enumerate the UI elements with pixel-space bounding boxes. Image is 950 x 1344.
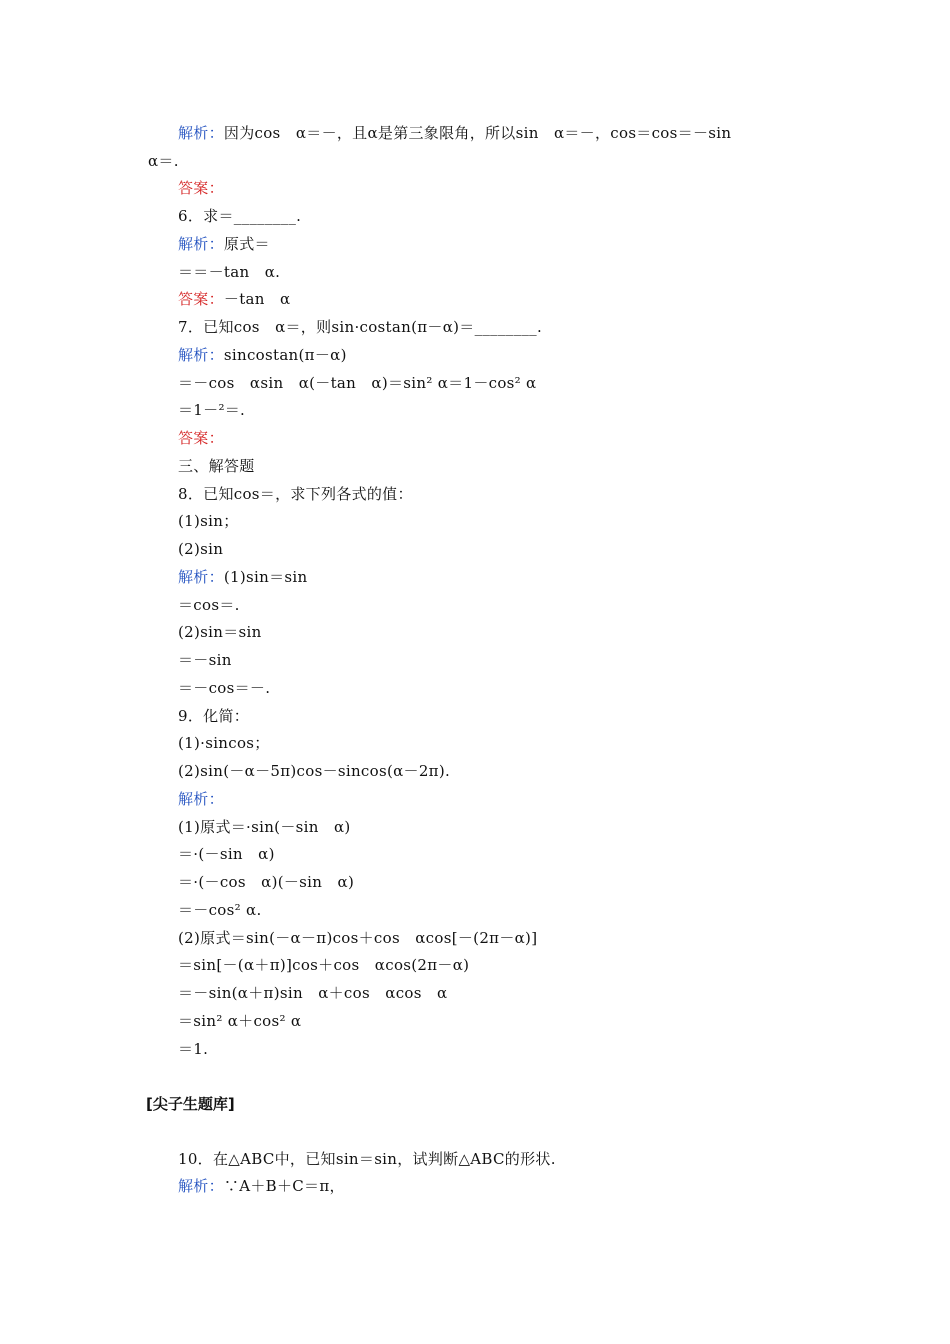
line-text: 9．化简：: [178, 707, 250, 725]
text-line: [178, 484, 413, 504]
text-line: [178, 289, 290, 309]
text-line: [178, 206, 301, 226]
line-text: ＝－cos αsin α(－tan α)＝sin² α＝1－cos² α: [178, 374, 537, 392]
line-text: ＝sin² α＋cos² α: [178, 1012, 302, 1030]
text-line: [178, 178, 224, 198]
answer-label: 答案：: [178, 429, 224, 447]
line-text: 10．在△ABC中，已知sin＝sin，试判断△ABC的形状.: [178, 1150, 556, 1168]
text-line: [178, 400, 245, 420]
text-line: [178, 1176, 345, 1196]
line-text: ＝－sin(α＋π)sin α＋cos αcos α: [178, 984, 448, 1002]
line-text: 因为cos α＝－，且α是第三象限角，所以sin α＝－，cos＝cos＝－sin: [223, 124, 732, 142]
line-text: α＝.: [148, 152, 179, 170]
text-line: [178, 761, 450, 781]
text-line: [178, 373, 536, 393]
line-text: ＝cos＝.: [178, 596, 240, 614]
text-line: [178, 234, 270, 254]
text-line: [178, 456, 255, 476]
analysis-label: 解析：: [178, 790, 224, 808]
analysis-label: 解析：: [178, 568, 224, 586]
line-text: (2)sin(－α－5π)cos－sincos(α－2π).: [178, 762, 451, 780]
text-line: [178, 928, 537, 948]
analysis-label: 解析：: [178, 1177, 224, 1195]
line-text: ＝1－²＝.: [178, 401, 246, 419]
text-line: [178, 650, 232, 670]
line-text: ＝1.: [178, 1040, 209, 1058]
text-line: [178, 539, 223, 559]
line-text: ＝·(－cos α)(－sin α): [178, 873, 355, 891]
line-text: (2)sin＝sin: [178, 623, 262, 641]
text-line: [178, 317, 542, 337]
text-line: [178, 622, 262, 642]
line-text: (1)sin；: [178, 512, 239, 530]
line-text: ∵A＋B＋C＝π，: [223, 1177, 345, 1195]
text-line: [178, 844, 275, 864]
line-text: ＝＝－tan α.: [178, 263, 281, 281]
line-text: (2)原式＝sin(－α－π)cos＋cos αcos[－(2π－α)]: [178, 929, 538, 947]
line-text: (1)原式＝·sin(－sin α): [178, 818, 351, 836]
text-line: [178, 1039, 208, 1059]
line-text: －tan α: [223, 290, 291, 308]
line-text: sincostan(π－α): [223, 346, 347, 364]
text-line: [178, 345, 347, 365]
line-text: 8．已知cos＝，求下列各式的值：: [178, 485, 413, 503]
line-text: 6．求＝________.: [178, 207, 302, 225]
text-line: [178, 733, 270, 753]
text-line: [148, 151, 179, 171]
line-text: ＝－sin: [178, 651, 232, 669]
text-line: [178, 262, 280, 282]
line-text: 三、解答题: [178, 457, 255, 475]
line-text: 7．已知cos α＝，则sin·costan(π－α)＝________.: [178, 318, 543, 336]
answer-label: 答案：: [178, 290, 224, 308]
text-line: [178, 817, 351, 837]
text-line: [178, 123, 731, 143]
text-line: [178, 872, 354, 892]
line-text: ＝－cos＝－.: [178, 679, 271, 697]
text-line: [178, 900, 262, 920]
text-line: [178, 1011, 301, 1031]
analysis-label: 解析：: [178, 124, 224, 142]
line-text: ＝－cos² α.: [178, 901, 262, 919]
text-line: [178, 1149, 556, 1169]
text-line: [178, 955, 469, 975]
line-text: ＝·(－sin α): [178, 845, 275, 863]
line-text: (1)sin＝sin: [223, 568, 308, 586]
answer-label: 答案：: [178, 179, 224, 197]
analysis-label: 解析：: [178, 346, 224, 364]
analysis-label: 解析：: [178, 235, 224, 253]
text-line: [178, 595, 240, 615]
text-line: [178, 789, 224, 809]
line-text: (2)sin: [178, 540, 224, 558]
text-line: [178, 511, 239, 531]
line-text: ＝sin[－(α＋π)]cos＋cos αcos(2π－α): [178, 956, 470, 974]
text-line: [178, 706, 249, 726]
text-line: [178, 983, 447, 1003]
line-text: (1)·sincos；: [178, 734, 270, 752]
section-heading: [尖子生题库]: [146, 1095, 235, 1113]
text-line: [178, 567, 307, 587]
text-line: [178, 428, 224, 448]
text-line: [178, 678, 270, 698]
line-text: 原式＝: [223, 235, 270, 253]
